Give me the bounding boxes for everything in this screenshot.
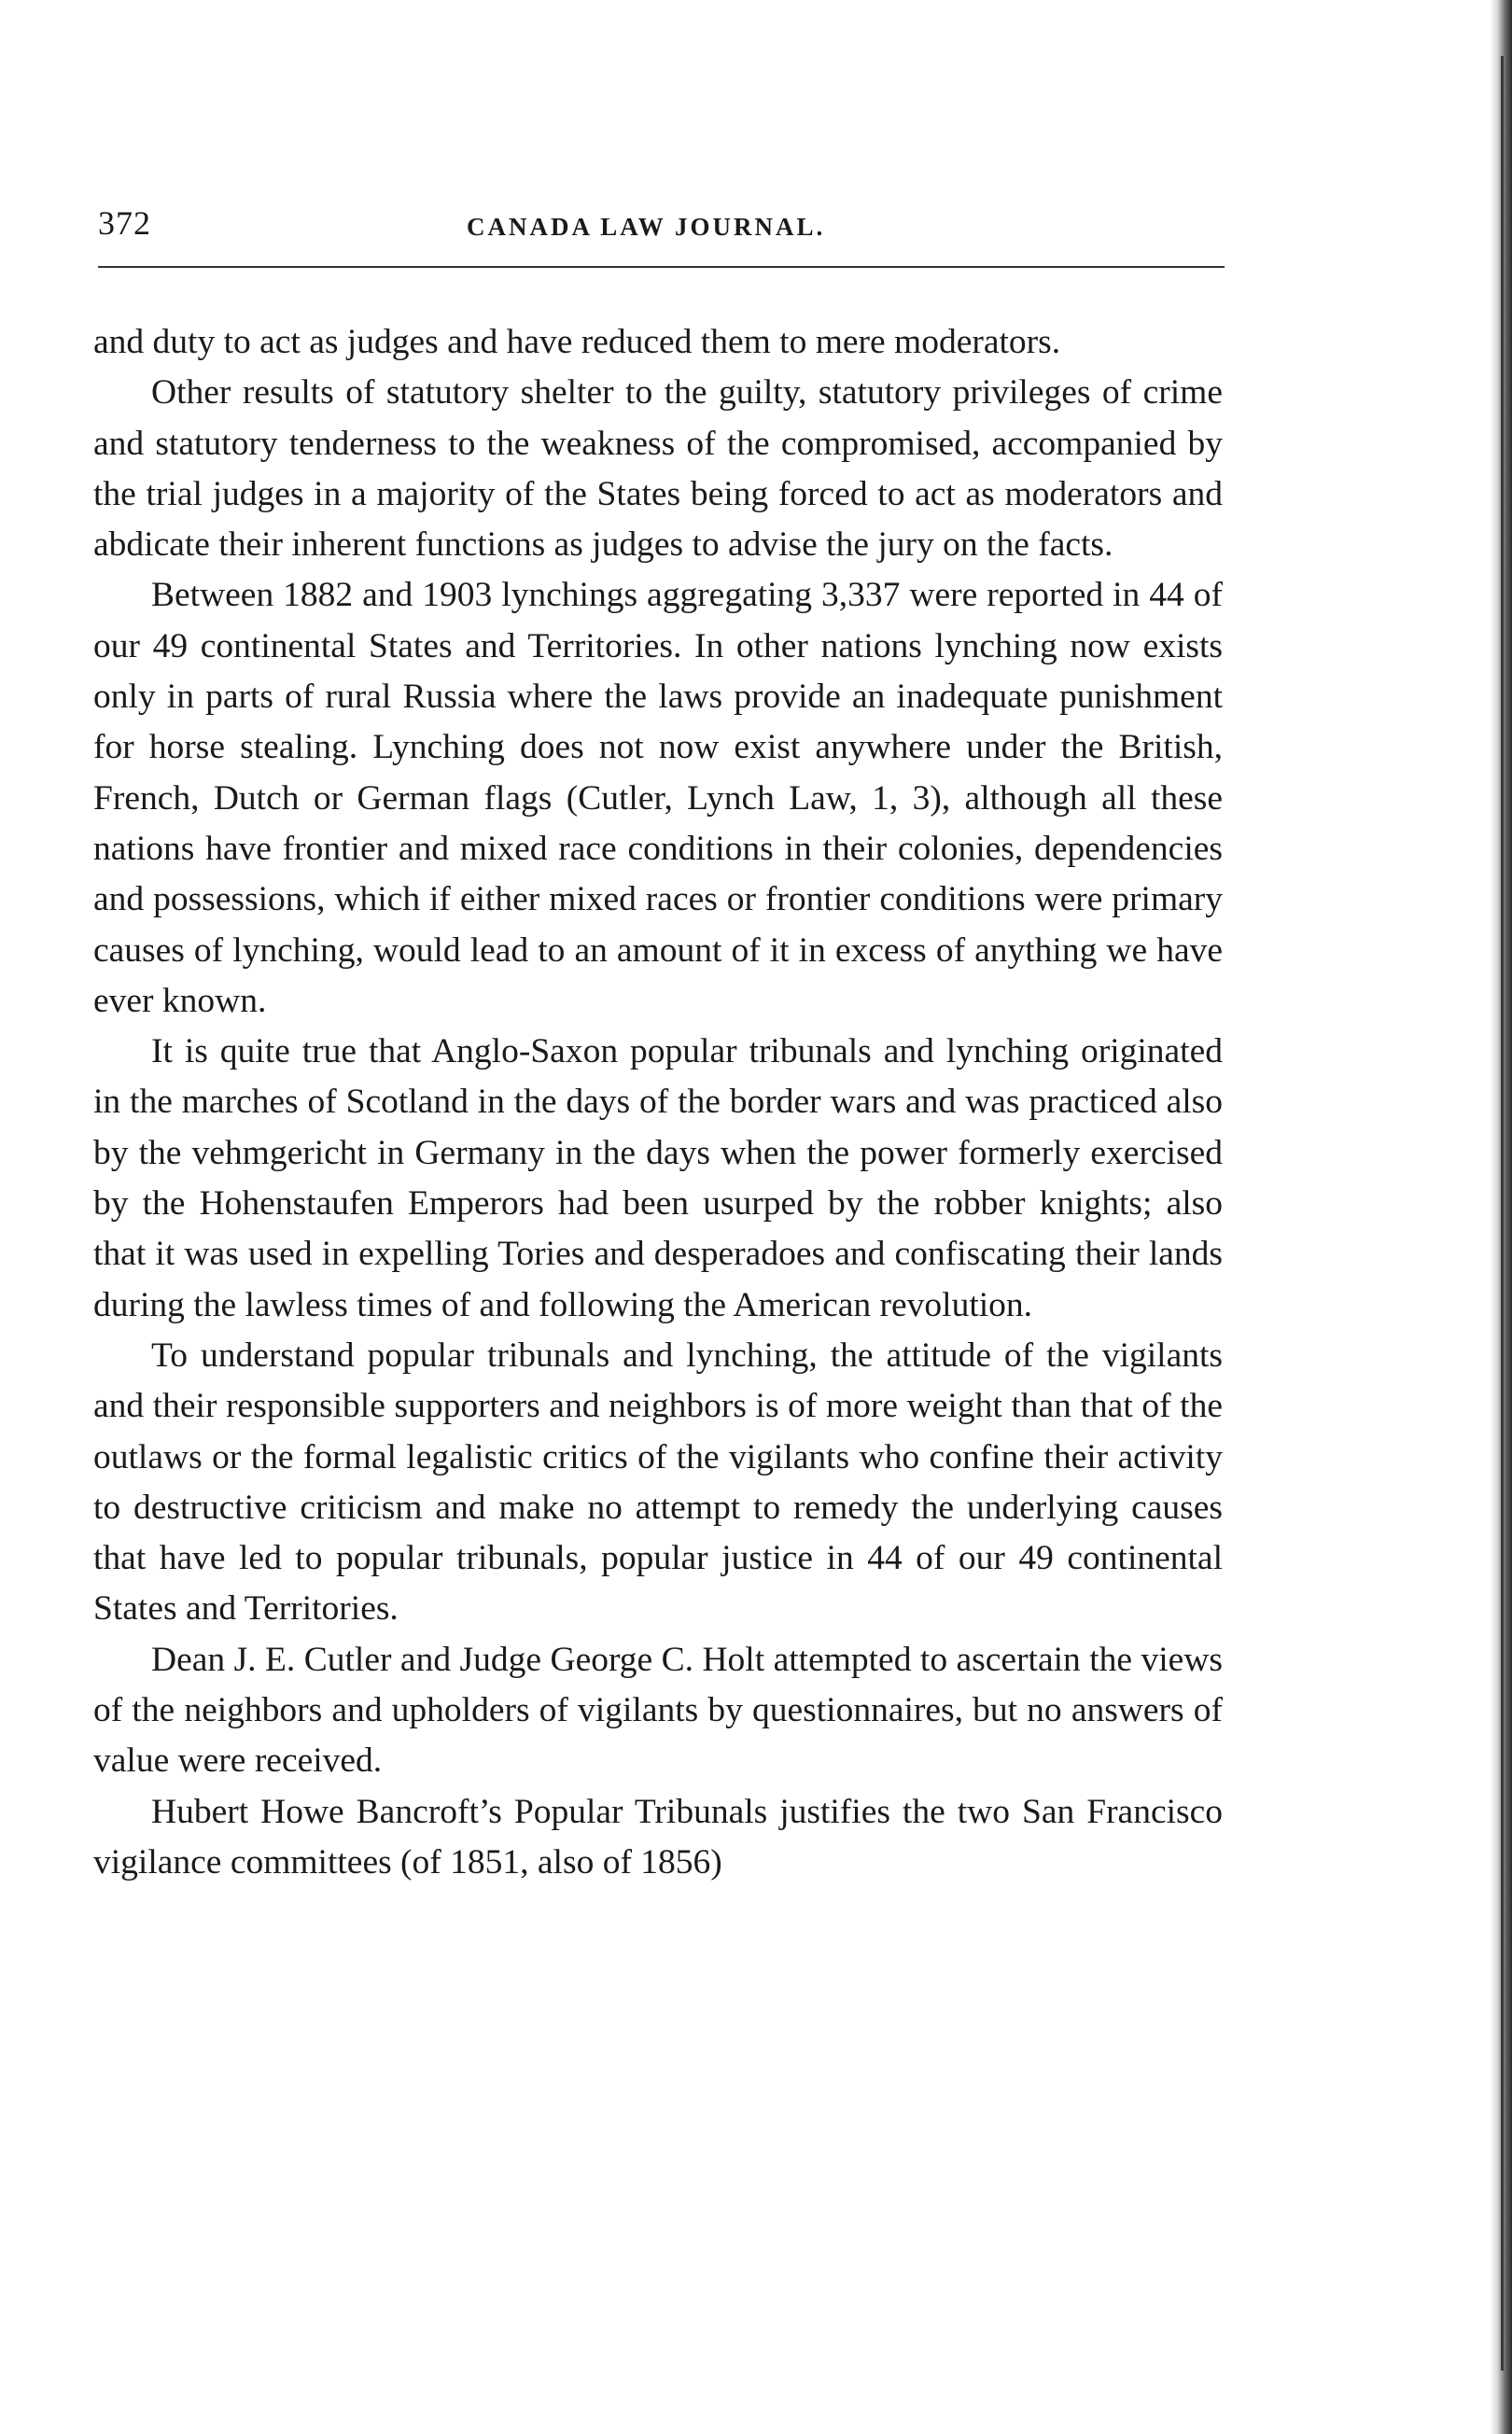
header-rule xyxy=(98,266,1225,268)
paragraph-questionnaires: Dean J. E. Cutler and Judge George C. Holt attempted to ascertain the views of the neighbors and upholders of vigilants by questionnaires, but no answers of value were received. xyxy=(93,1640,1223,1781)
running-head: CANADA LAW JOURNAL. xyxy=(467,213,826,241)
paragraph-bancroft: Hubert Howe Bancroft’s Popular Tribunals justifies the two San Francisco vigilance committees (of 1851, also of 1856) xyxy=(93,1792,1223,1881)
body-text xyxy=(93,317,1223,1888)
paragraph-lynching-statistics: Between 1882 and 1903 lynchings aggregating 3,337 were reported in 44 of our 49 continental States and Territories. In other nations lynching now exists only in parts of rural Russia where the laws provide an inadequate punishment for horse stealing. Lynching does not now exist anywhere under the British, French, Dutch or German flags (Cutler, Lynch Law, 1, 3), although all these nations have frontier and mixed race conditions in their colonies, dependencies and possessions, which if either mixed races or frontier conditions were primary causes of lynching, would lead to an amount of it in excess of anything we have ever known. xyxy=(93,576,1223,1020)
page-header xyxy=(98,196,1227,252)
paragraph-statutory-shelter: Other results of statutory shelter to the guilty, statutory privileges of crime and statutory tenderness to the weakness of the compromised, accompanied by the trial judges in a majority of the States being forced to act as moderators and abdicate their inherent functions as judges to advise the jury on the facts. xyxy=(93,373,1223,565)
paragraph-continuation: and duty to act as judges and have reduced them to mere moderators. xyxy=(93,323,1061,361)
page-number: 372 xyxy=(98,204,151,242)
page-edge-line xyxy=(1501,56,1504,2371)
paragraph-understanding: To understand popular tribunals and lynching, the attitude of the vigilants and their responsible supporters and neighbors is of more weight than that of the outlaws or the formal legalistic critics of the vigilants who confine their activity to destructive criticism and make no attempt to remedy the underlying causes that have led to popular tribunals, popular justice in 44 of our 49 continental States and Territories. xyxy=(93,1336,1223,1629)
paragraph-origins: It is quite true that Anglo-Saxon popular tribunals and lynching originated in the marches of Scotland in the days of the border wars and was practiced also by the vehmgericht in Germany in the days when the power formerly exercised by the Hohenstaufen Emperors had been usurped by the robber knights; also that it was used in expelling Tories and desperadoes and confiscating their lands during the lawless times of and following the American revolution. xyxy=(93,1032,1223,1324)
